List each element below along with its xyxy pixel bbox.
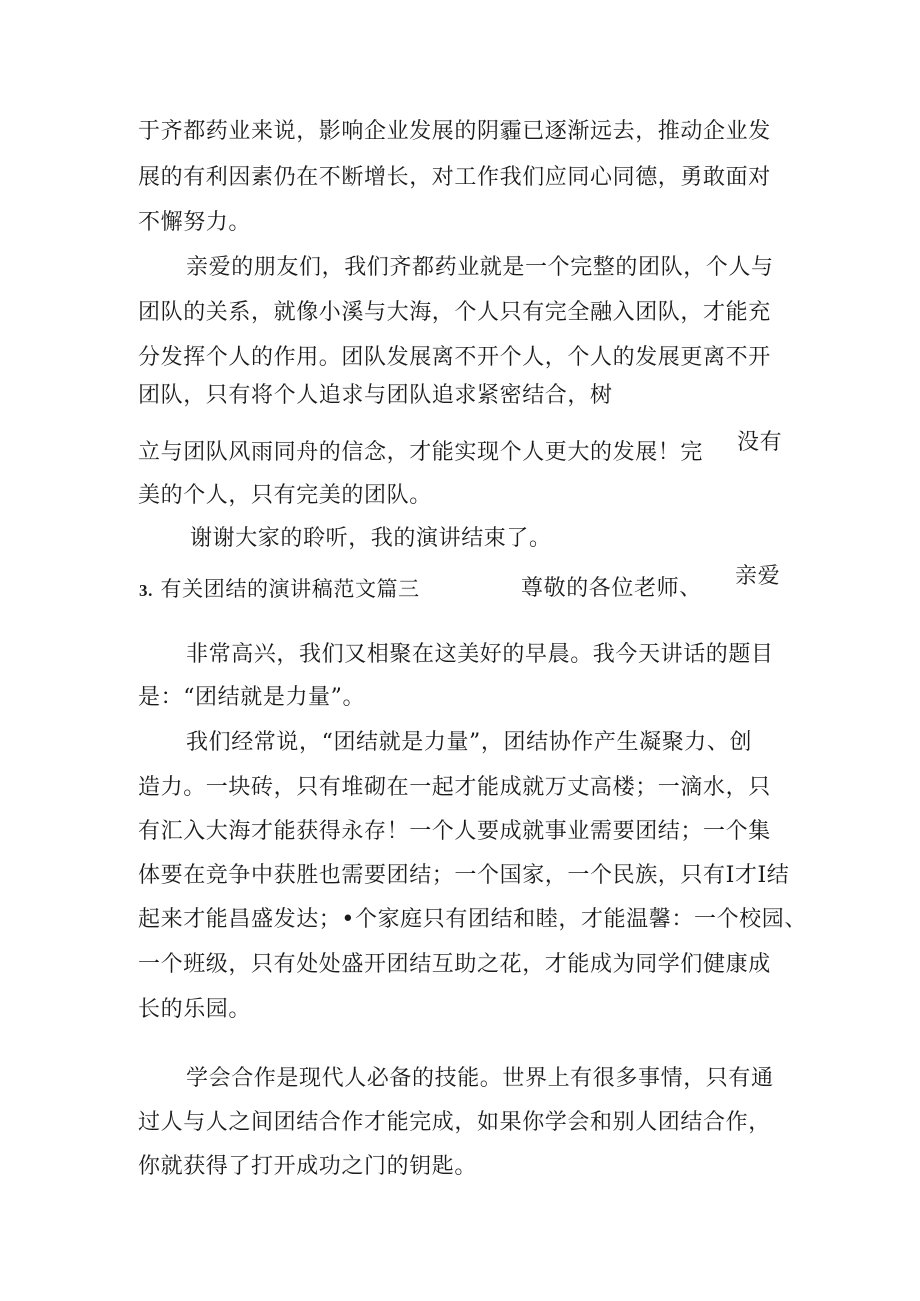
text-line: 团队的关系，就像小溪与大海，个人只有完全融入团队，才能充	[138, 300, 771, 325]
paragraph-start-line: 我们经常说，“团结就是力量”，团结协作产生凝聚力、创	[186, 730, 753, 755]
text-line: 是：“团结就是力量”。	[138, 685, 366, 710]
text-line: 美的个人，只有完美的团队。	[138, 483, 432, 508]
paragraph-start-line: 亲爱的朋友们，我们齐都药业就是一个完整的团队，个人与	[186, 255, 774, 280]
text-line: 造力。一块砖，只有堆砌在一起才能成就万丈高楼；一滴水，只	[138, 775, 771, 800]
salutation-text: 尊敬的各位老师、	[521, 576, 702, 601]
text-line: 起来才能昌盛发达；•个家庭只有团结和睦，才能温馨：一个校园、	[138, 907, 807, 932]
text-line: 于齐都药业来说，影响企业发展的阴霾已逐渐远去，推动企业发	[138, 119, 771, 144]
heading-number: 3.	[139, 581, 153, 600]
text-line: 长的乐园。	[138, 997, 252, 1022]
paragraph-start-line: 谢谢大家的聆听，我的演讲结束了。	[190, 526, 552, 551]
text-line: 立与团队风雨同舟的信念，才能实现个人更大的发展！完	[138, 440, 704, 465]
heading-title: 有关团结的演讲稿范文篇三	[160, 577, 420, 601]
paragraph-start-line: 非常高兴，我们又相聚在这美好的早晨。我今天讲话的题目	[186, 642, 774, 667]
text-line: 过人与人之间团结合作才能完成，如果你学会和别人团结合作，	[138, 1110, 771, 1135]
text-line: 你就获得了打开成功之门的钥匙。	[138, 1154, 478, 1179]
section-heading	[139, 574, 420, 606]
text-line: 团队，只有将个人追求与团队追求紧密结合，树	[138, 383, 613, 408]
text-line: 不懈努力。	[138, 210, 252, 235]
text-line: 展的有利因素仍在不断增长，对工作我们应同心同德，勇敢面对	[138, 165, 771, 190]
text-line: 分发挥个人的作用。团队发展离不开个人，个人的发展更离不开	[138, 345, 771, 370]
side-text-fragment: 没有	[737, 430, 783, 455]
paragraph-start-line: 学会合作是现代人必备的技能。世界上有很多事情，只有通	[186, 1066, 774, 1091]
text-line: 体要在竞争中获胜也需要团结；一个国家，一个民族，只有I才I结	[138, 863, 790, 888]
side-text-fragment: 亲爱	[735, 564, 781, 589]
text-line: 一个班级，只有处处盛开团结互助之花，才能成为同学们健康成	[138, 952, 771, 977]
text-line: 有汇入大海才能获得永存！一个人要成就事业需要团结；一个集	[138, 819, 771, 844]
